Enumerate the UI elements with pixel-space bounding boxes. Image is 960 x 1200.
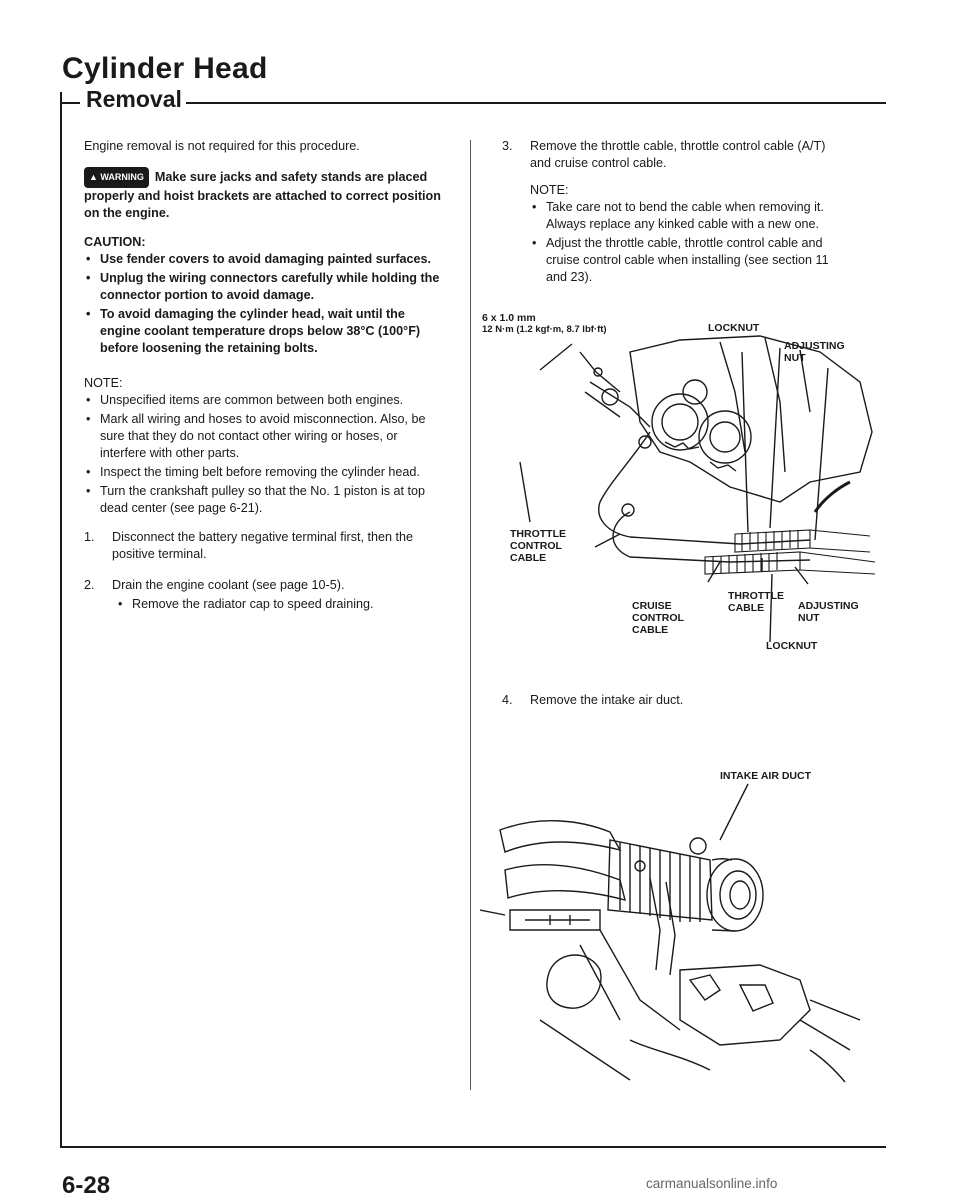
note-label: NOTE: xyxy=(84,376,123,390)
step-text: Drain the engine coolant (see page 10-5). xyxy=(112,578,345,592)
step-2-sublist xyxy=(116,596,444,613)
step-3 xyxy=(502,138,846,172)
note-label: NOTE: xyxy=(530,183,569,197)
list-item: • Inspect the timing belt before removing the cylinder head. xyxy=(84,464,444,481)
warning-badge: ▲ WARNING xyxy=(84,167,149,188)
adjusting-nut-label-bottom: ADJUSTING NUT xyxy=(798,600,859,624)
list-item: • Adjust the throttle cable, throttle control cable and cruise control cable when installing (see section 11 and 23). xyxy=(530,235,846,286)
list-item: • Unplug the wiring connectors carefully while holding the connector portion to avoid damage. xyxy=(84,270,444,304)
column-divider xyxy=(470,140,471,1090)
intake-air-duct-figure xyxy=(480,770,880,1090)
adjusting-nut-label: ADJUSTING NUT xyxy=(784,340,845,364)
step-number: 3. xyxy=(502,139,513,153)
section-title: Removal xyxy=(86,86,182,112)
throttle-cable-label: THROTTLE CABLE xyxy=(728,590,784,614)
frame-tick xyxy=(60,102,80,104)
throttle-control-cable-label: THROTTLE CONTROL CABLE xyxy=(510,528,566,564)
step-2 xyxy=(84,577,444,613)
intro-text: Engine removal is not required for this procedure. xyxy=(84,139,360,153)
frame-left-rule xyxy=(60,92,62,1148)
step-4 xyxy=(502,692,846,723)
right-column xyxy=(502,138,846,298)
cruise-control-cable-label: CRUISE CONTROL CABLE xyxy=(632,600,684,636)
header-rule xyxy=(186,102,886,104)
warning-text: Make sure jacks and safety stands are placed properly and hoist brackets are attached to correct position on the engine. xyxy=(84,170,441,220)
footer-rule xyxy=(60,1146,886,1148)
step-text: Remove the intake air duct. xyxy=(530,693,684,707)
locknut-label-bottom: LOCKNUT xyxy=(766,640,818,652)
step-text: Remove the throttle cable, throttle control cable (A/T) and cruise control cable. xyxy=(530,139,826,170)
page-number: 6-28 xyxy=(62,1172,111,1199)
step-1 xyxy=(84,529,444,563)
torque-spec-value: 12 N·m (1.2 kgf·m, 8.7 lbf·ft) xyxy=(482,324,607,335)
caution-list xyxy=(84,251,444,357)
intake-duct-illustration xyxy=(480,770,880,1090)
note-list xyxy=(530,199,846,286)
torque-spec-size: 6 x 1.0 mm xyxy=(482,312,536,324)
list-item: • Remove the radiator cap to speed draining. xyxy=(116,596,444,613)
list-item: • Turn the crankshaft pulley so that the No. 1 piston is at top dead center (see page 6-21). xyxy=(84,483,444,517)
left-column xyxy=(84,138,444,627)
warning-block xyxy=(84,167,444,222)
step-number: 2. xyxy=(84,578,95,592)
step-number: 4. xyxy=(502,693,513,707)
step-number: 1. xyxy=(84,530,95,544)
throttle-cable-figure xyxy=(480,312,880,672)
intake-air-duct-label: INTAKE AIR DUCT xyxy=(720,770,811,782)
step-text: Disconnect the battery negative terminal first, then the positive terminal. xyxy=(112,530,414,561)
list-item: • Mark all wiring and hoses to avoid misconnection. Also, be sure that they do not contact other wiring or hoses, or interfere with other parts. xyxy=(84,411,444,462)
list-item: • To avoid damaging the cylinder head, wait until the engine coolant temperature drops below 38°C (100°F) before loosening the retaining bolts. xyxy=(84,306,444,357)
watermark: carmanualsonline.info xyxy=(646,1176,778,1191)
caution-label: CAUTION: xyxy=(84,235,146,249)
list-item: • Unspecified items are common between both engines. xyxy=(84,392,444,409)
page-title: Cylinder Head xyxy=(62,52,268,85)
locknut-label: LOCKNUT xyxy=(708,322,760,334)
note-list xyxy=(84,392,444,517)
list-item: • Use fender covers to avoid damaging painted surfaces. xyxy=(84,251,444,268)
list-item: • Take care not to bend the cable when removing it. Always replace any kinked cable with a new one. xyxy=(530,199,846,233)
